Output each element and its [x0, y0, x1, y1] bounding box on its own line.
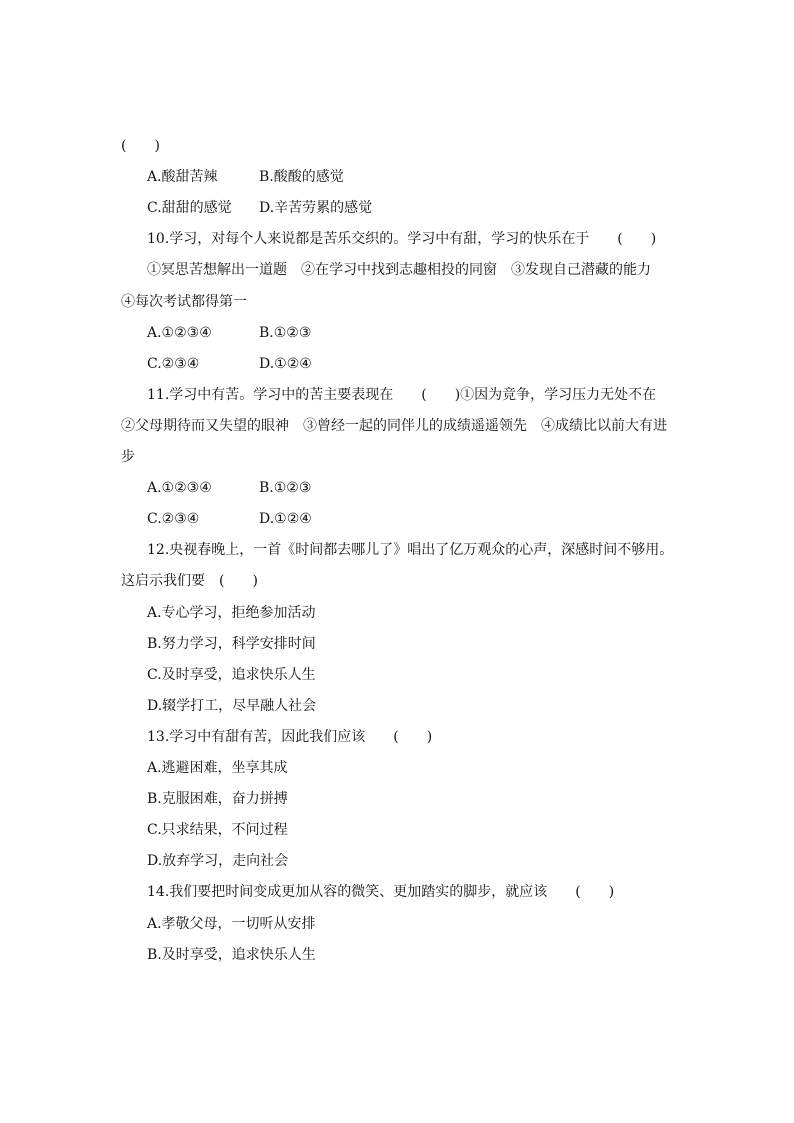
option-text: B.①②③ [259, 480, 312, 496]
text-line: D.辍学打工，尽早融人社会 [147, 698, 317, 714]
text-line: ④每次考试都得第一 [121, 294, 247, 310]
text-line: C.只求结果，不问过程 [147, 822, 288, 838]
option-text: D.辛苦劳累的感觉 [259, 200, 373, 216]
option-text: A.①②③④ [147, 325, 212, 341]
option-text: A.酸甜苦辣 [147, 169, 218, 185]
text-line: B.及时享受，追求快乐人生 [147, 947, 316, 963]
text-line: A.专心学习，拒绝参加活动 [147, 605, 316, 621]
text-line [147, 198, 372, 218]
text-line [147, 509, 312, 529]
text-line [147, 323, 311, 343]
text-line: 13.学习中有甜有苦，因此我们应该 ( ) [147, 729, 433, 745]
text-line: 11.学习中有苦。学习中的苦主要表现在 ( )①因为竞争，学习压力无处不在 [147, 387, 657, 403]
text-line: 10.学习，对每个人来说都是苦乐交织的。学习中有甜，学习的快乐在于 ( ) [147, 231, 657, 247]
option-text: B.酸酸的感觉 [259, 169, 344, 185]
text-line [147, 354, 312, 374]
text-line [147, 478, 311, 498]
text-line: C.及时享受，追求快乐人生 [147, 667, 316, 683]
text-line: D.放弃学习，走向社会 [147, 853, 289, 869]
text-line: 14.我们要把时间变成更加从容的微笑、更加踏实的脚步，就应该 ( ) [147, 884, 615, 900]
option-text: C.②③④ [147, 511, 200, 527]
text-line: A.逃避困难，坐享其成 [147, 760, 288, 776]
text-line: 步 [121, 449, 135, 465]
text-line [147, 167, 344, 187]
option-text: D.①②④ [259, 511, 312, 527]
text-line: ①冥思苦想解出一道题 ②在学习中找到志趣相投的同窗 ③发现自己潜藏的能力 [147, 262, 651, 278]
option-text: D.①②④ [259, 356, 312, 372]
option-text: C.②③④ [147, 356, 200, 372]
option-text: B.①②③ [259, 325, 312, 341]
text-line: 这启示我们要 ( ) [121, 573, 258, 589]
text-line: ( ) [121, 138, 160, 154]
text-line: ②父母期待而又失望的眼神 ③曾经一起的同伴儿的成绩遥遥领先 ④成绩比以前大有进 [121, 418, 667, 434]
text-line: B.克服困难，奋力拼搏 [147, 791, 288, 807]
text-line: B.努力学习，科学安排时间 [147, 636, 316, 652]
option-text: A.①②③④ [147, 480, 212, 496]
option-text: C.甜甜的感觉 [147, 200, 232, 216]
text-line: 12.央视春晚上，一首《时间都去哪儿了》唱出了亿万观众的心声，深感时间不够用。 [147, 542, 674, 558]
text-line: A.孝敬父母，一切听从安排 [147, 916, 316, 932]
